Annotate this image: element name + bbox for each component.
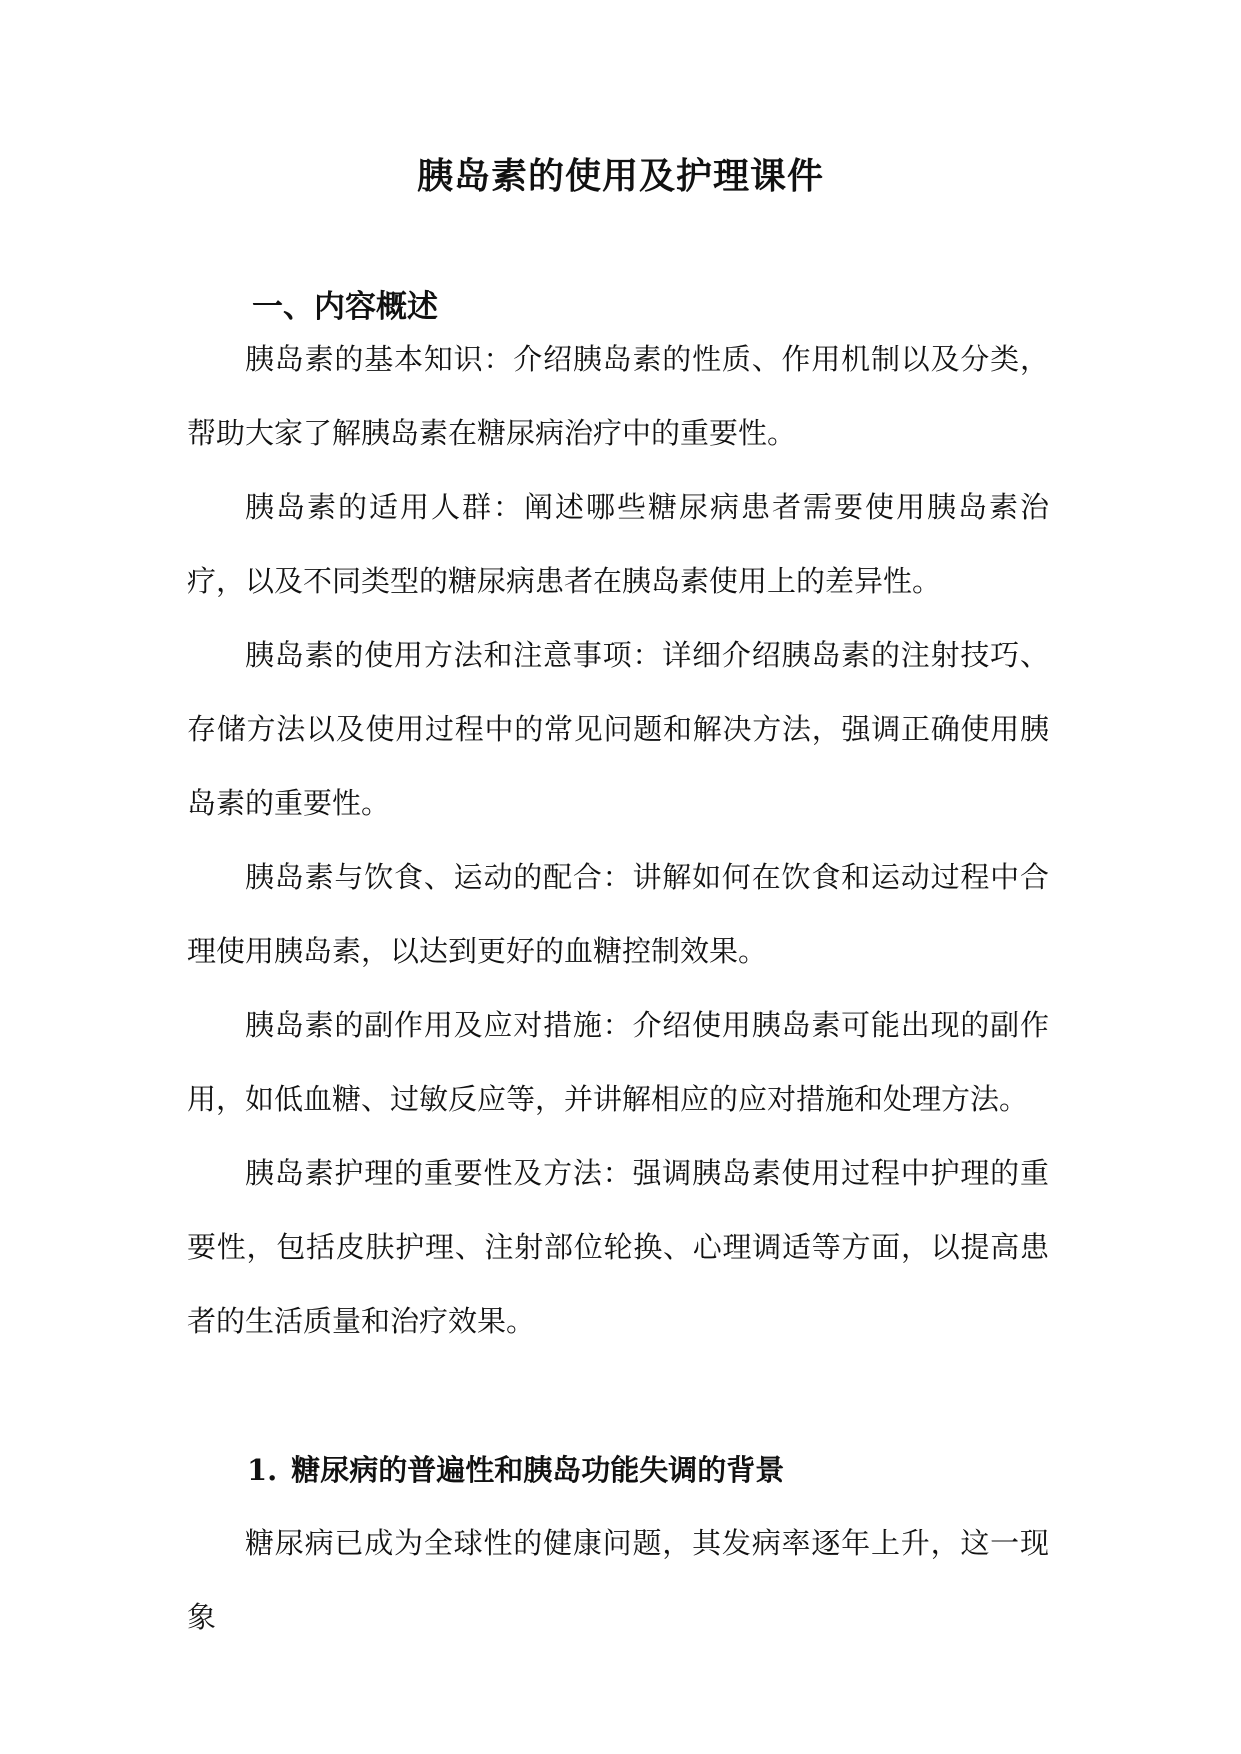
paragraph-basic-knowledge: 胰岛素的基本知识：介绍胰岛素的性质、作用机制以及分类，帮助大家了解胰岛素在糖尿病治疗中的重要性。	[187, 342, 1049, 450]
paragraph-diet-exercise: 胰岛素与饮食、运动的配合：讲解如何在饮食和运动过程中合理使用胰岛素，以达到更好的血糖控制效果。	[187, 860, 1049, 968]
paragraph-usage-methods: 胰岛素的使用方法和注意事项：详细介绍胰岛素的注射技巧、存储方法以及使用过程中的常见问题和解决方法，强调正确使用胰岛素的重要性。	[187, 638, 1049, 820]
subsection-title: 糖尿病的普遍性和胰岛功能失调的背景	[291, 1453, 785, 1487]
subsection-heading	[247, 1448, 784, 1489]
subsection-number: 1.	[247, 1453, 278, 1487]
paragraph-applicable-population: 胰岛素的适用人群：阐述哪些糖尿病患者需要使用胰岛素治疗，以及不同类型的糖尿病患者在胰岛素使用上的差异性。	[187, 490, 1049, 598]
section-heading: 一、内容概述	[252, 289, 438, 325]
paragraph-side-effects: 胰岛素的副作用及应对措施：介绍使用胰岛素可能出现的副作用，如低血糖、过敏反应等，并讲解相应的应对措施和处理方法。	[187, 1008, 1049, 1116]
paragraph-diabetes-background: 糖尿病已成为全球性的健康问题，其发病率逐年上升，这一现象	[187, 1526, 1049, 1634]
document-title: 胰岛素的使用及护理课件	[416, 155, 824, 197]
paragraph-nursing-importance: 胰岛素护理的重要性及方法：强调胰岛素使用过程中护理的重要性，包括皮肤护理、注射部位轮换、心理调适等方面，以提高患者的生活质量和治疗效果。	[187, 1156, 1049, 1338]
